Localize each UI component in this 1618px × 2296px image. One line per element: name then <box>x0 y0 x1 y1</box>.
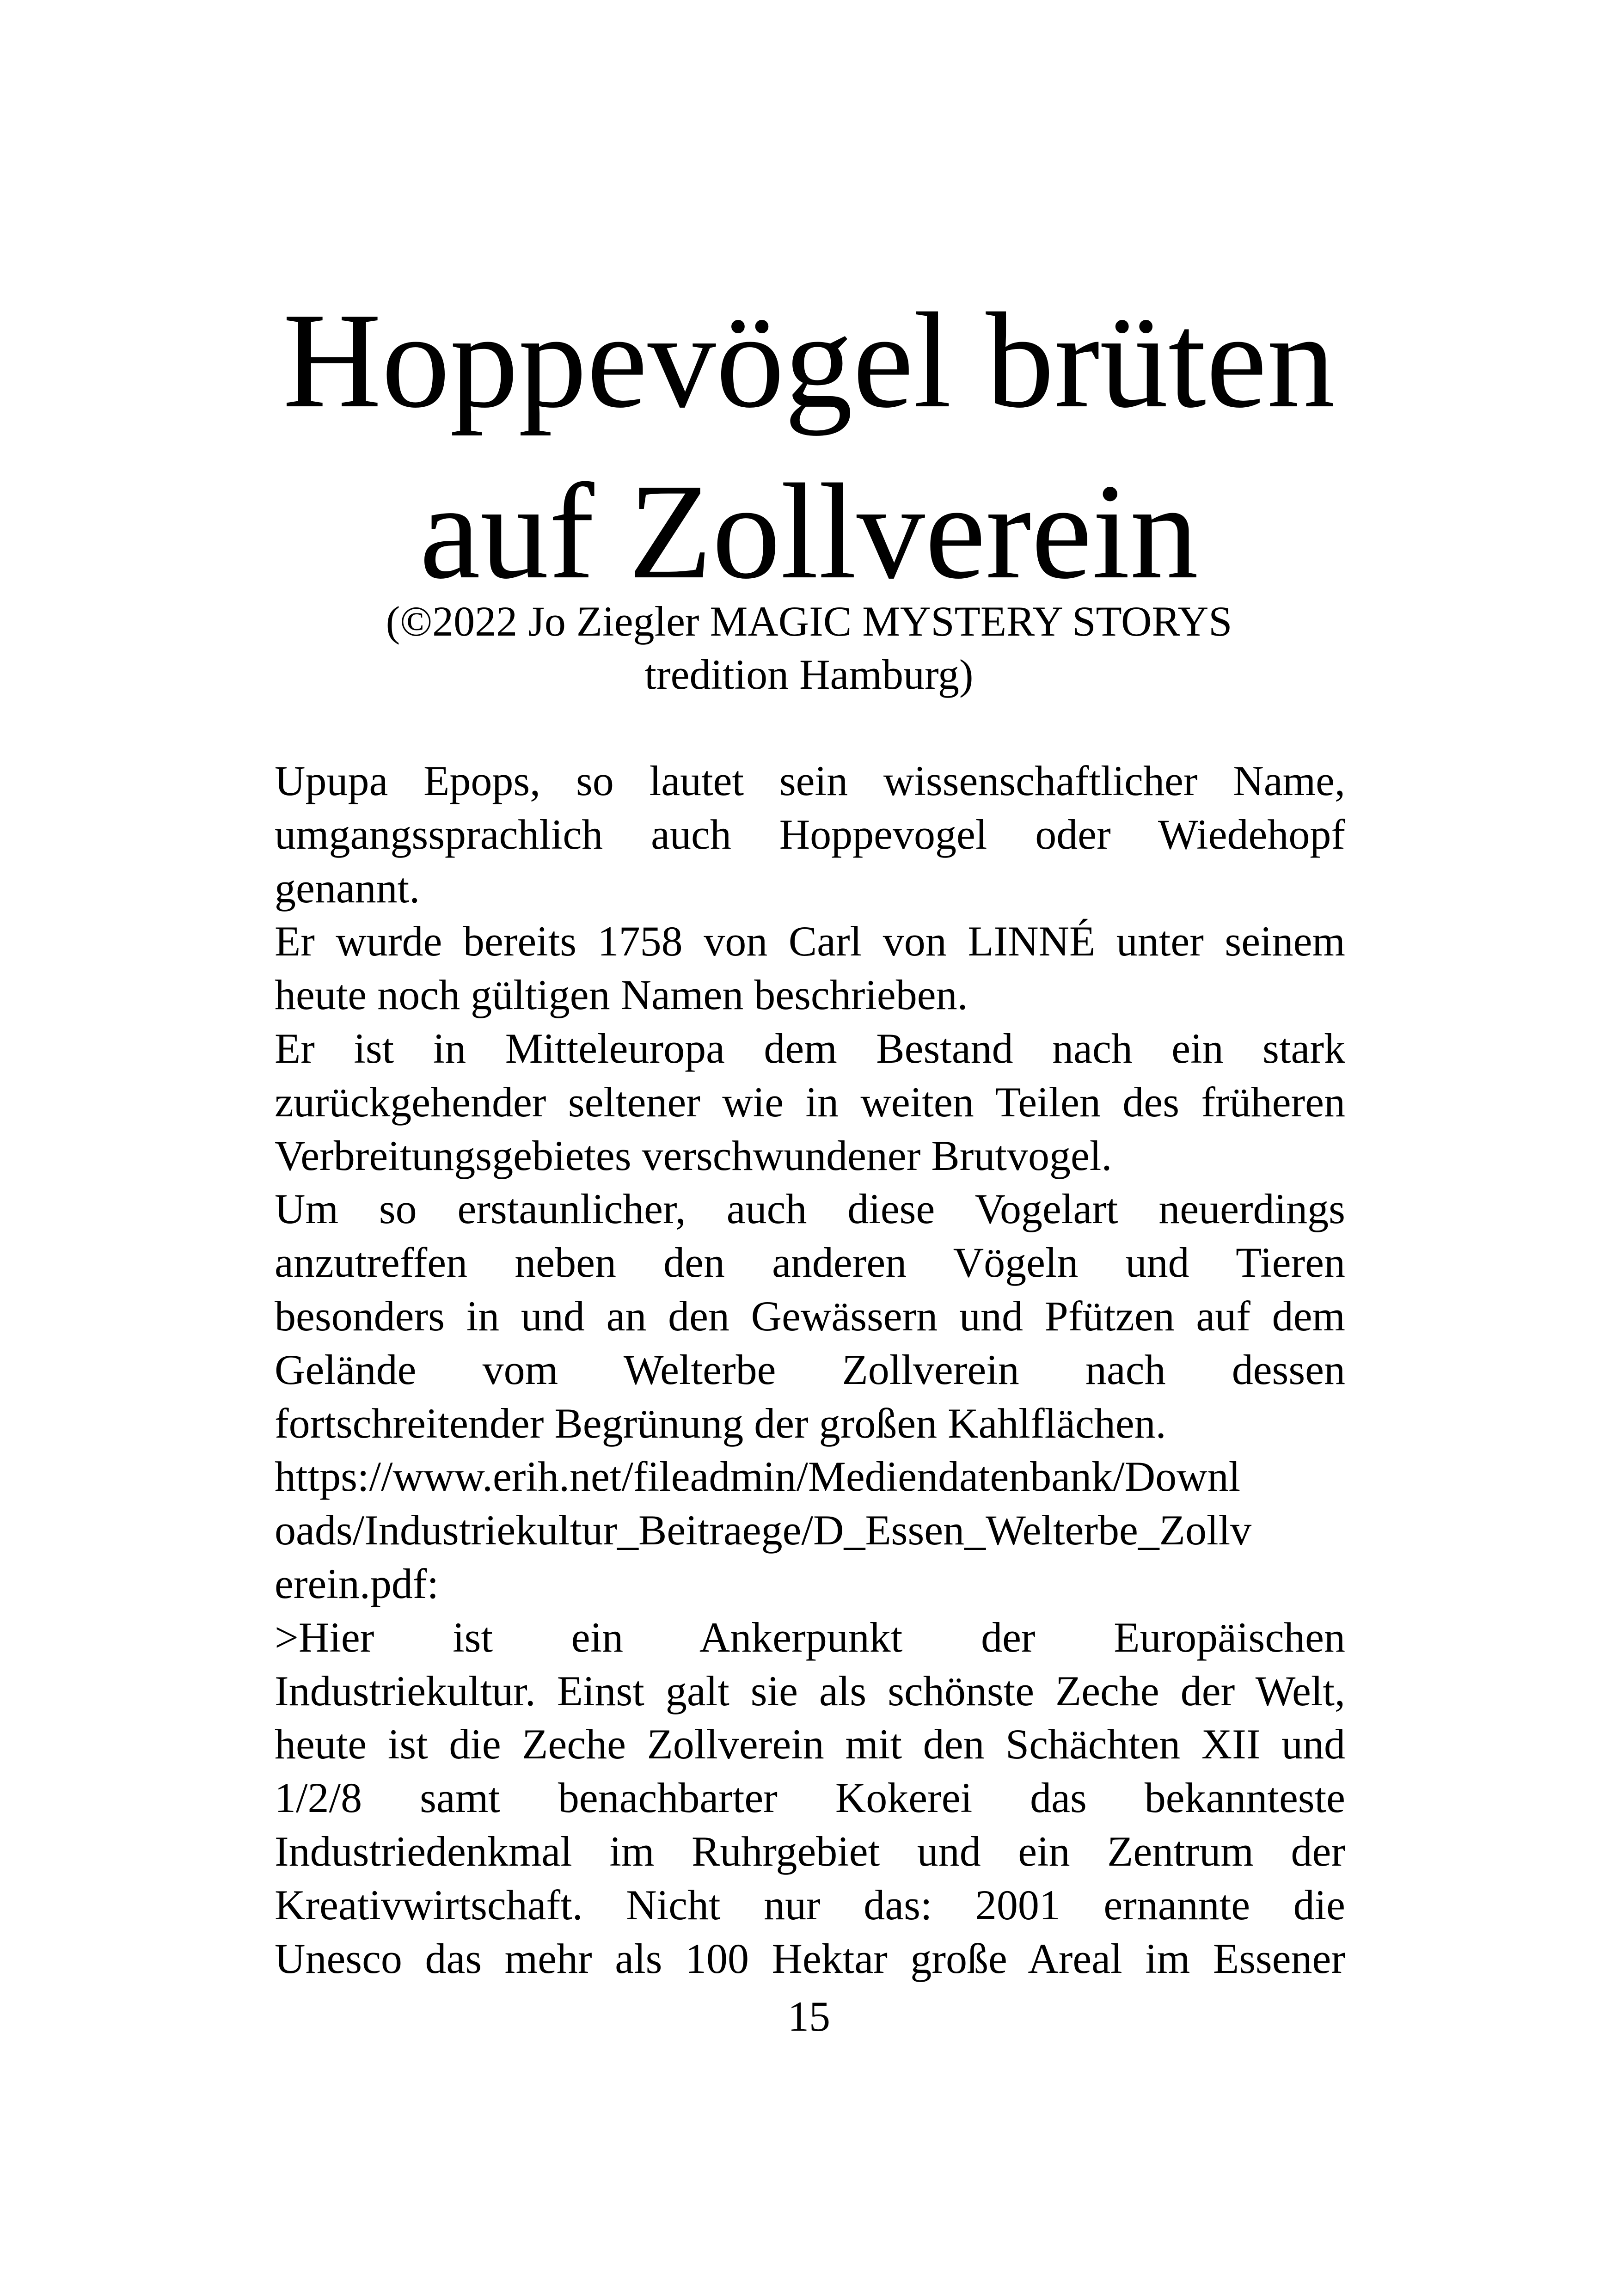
text-line: heute noch gültigen Namen beschrieben. <box>275 971 968 1019</box>
text-line: Unesco das mehr als 100 Hektar große Areal im Essener <box>275 1935 1345 1982</box>
text-line: https://www.erih.net/fileadmin/Mediendatenbank/Downl <box>275 1453 1241 1500</box>
text-line: genannt. <box>275 864 420 912</box>
text-line: Er wurde bereits 1758 von Carl von LINNÉ unter seinem <box>275 918 1345 965</box>
title-line-1: Hoppevögel brüten <box>282 285 1336 436</box>
text-line: anzutreffen neben den anderen Vögeln und Tieren <box>275 1239 1345 1286</box>
text-line: Verbreitungsgebietes verschwundener Brutvogel. <box>275 1132 1112 1179</box>
text-line: >Hier ist ein Ankerpunkt der Europäischen <box>275 1613 1345 1661</box>
text-line: besonders in und an den Gewässern und Pfützen auf dem <box>275 1292 1345 1340</box>
text-line: Industriedenkmal im Ruhrgebiet und ein Zentrum der <box>275 1827 1345 1875</box>
text-line: zurückgehender seltener wie in weiten Teilen des früheren <box>275 1078 1345 1126</box>
subtitle-line-1: (©2022 Jo Ziegler MAGIC MYSTERY STORYS <box>386 598 1232 645</box>
text-line: Um so erstaunlicher, auch diese Vogelart neuerdings <box>275 1185 1345 1233</box>
text-line: Industriekultur. Einst galt sie als schönste Zeche der Welt, <box>275 1667 1345 1714</box>
text-line: Er ist in Mitteleuropa dem Bestand nach ein stark <box>275 1024 1345 1072</box>
text-line: heute ist die Zeche Zollverein mit den Schächten XII und <box>275 1720 1345 1768</box>
page-number: 15 <box>788 1993 830 2040</box>
text-line: Kreativwirtschaft. Nicht nur das: 2001 ernannte die <box>275 1881 1345 1929</box>
text-line: Upupa Epops, so lautet sein wissenschaftlicher Name, <box>275 757 1345 804</box>
text-line: umgangssprachlich auch Hoppevogel oder Wiedehopf <box>275 810 1345 858</box>
text-line: Gelände vom Welterbe Zollverein nach dessen <box>275 1346 1345 1393</box>
title-line-2: auf Zollverein <box>419 456 1199 607</box>
text-line: 1/2/8 samt benachbarter Kokerei das bekannteste <box>275 1774 1345 1822</box>
body-text <box>275 754 1345 1985</box>
subtitle-line-2: tredition Hamburg) <box>644 651 974 698</box>
text-line: oads/Industriekultur_Beitraege/D_Essen_Welterbe_Zollv <box>275 1506 1252 1554</box>
text-line: erein.pdf: <box>275 1560 439 1607</box>
text-line: fortschreitender Begrünung der großen Kahlflächen. <box>275 1399 1166 1447</box>
